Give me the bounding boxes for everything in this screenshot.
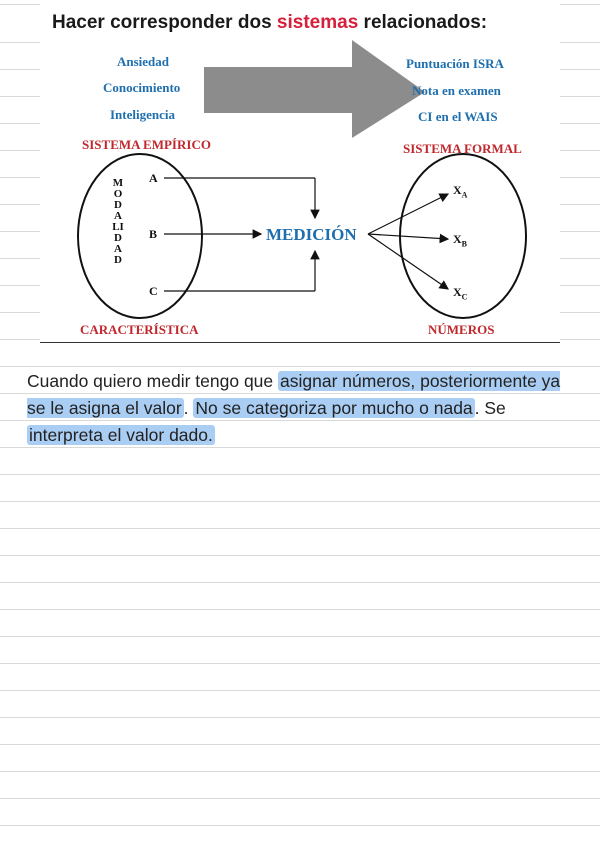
arrow-to-xa [368,194,448,234]
point-b: B [149,227,158,241]
arrow-to-xc [368,234,448,289]
characteristic-label: CARACTERÍSTICA [80,322,199,337]
empirical-system-label: SISTEMA EMPÍRICO [82,137,211,152]
right-item-exam: Nota en examen [412,83,501,98]
left-item-anxiety: Ansiedad [117,54,170,69]
left-item-knowledge: Conocimiento [103,80,181,95]
right-item-isra: Puntuación ISRA [406,56,504,71]
title-text-end: relacionados: [358,12,488,33]
diagram-graphics [40,0,560,342]
point-c: C [149,284,158,298]
arrow-to-xb [368,234,448,239]
xc-sub: C [461,292,468,302]
measurement-label: MEDICIÓN [266,225,357,244]
right-item-wais: CI en el WAIS [418,109,498,124]
formal-system-label: SISTEMA FORMAL [403,141,522,156]
xa-sub: A [461,190,468,200]
note-segment: . Se [474,398,506,418]
number-xb [453,232,467,248]
diagram-figure [40,0,560,343]
empirical-ellipse [78,154,202,318]
point-a: A [149,171,158,185]
mapping-arrow [204,40,425,138]
note-paragraph [27,368,575,449]
number-xc [453,285,467,301]
note-segment: Cuando quiero medir tengo que [27,371,279,391]
xa-base: X [453,183,462,197]
note-highlight-1[interactable]: asignar números, posteriormente ya se le asigna el valor [27,371,561,418]
title-text-start: Hacer corresponder dos [52,12,277,33]
note-highlight-2[interactable]: No se categoriza por mucho o nada [195,398,473,418]
xc-base: X [453,285,462,299]
title-highlight-word: sistemas [276,12,359,33]
xb-sub: B [461,239,468,249]
number-xa [453,183,467,199]
left-item-intelligence: Inteligencia [110,107,175,122]
numbers-label: NÚMEROS [428,322,495,337]
note-highlight-3[interactable]: interpreta el valor dado. [29,425,213,445]
modality-vertical-label: MODALIDAD [112,177,124,266]
xb-base: X [453,232,462,246]
note-segment: . [183,398,194,418]
